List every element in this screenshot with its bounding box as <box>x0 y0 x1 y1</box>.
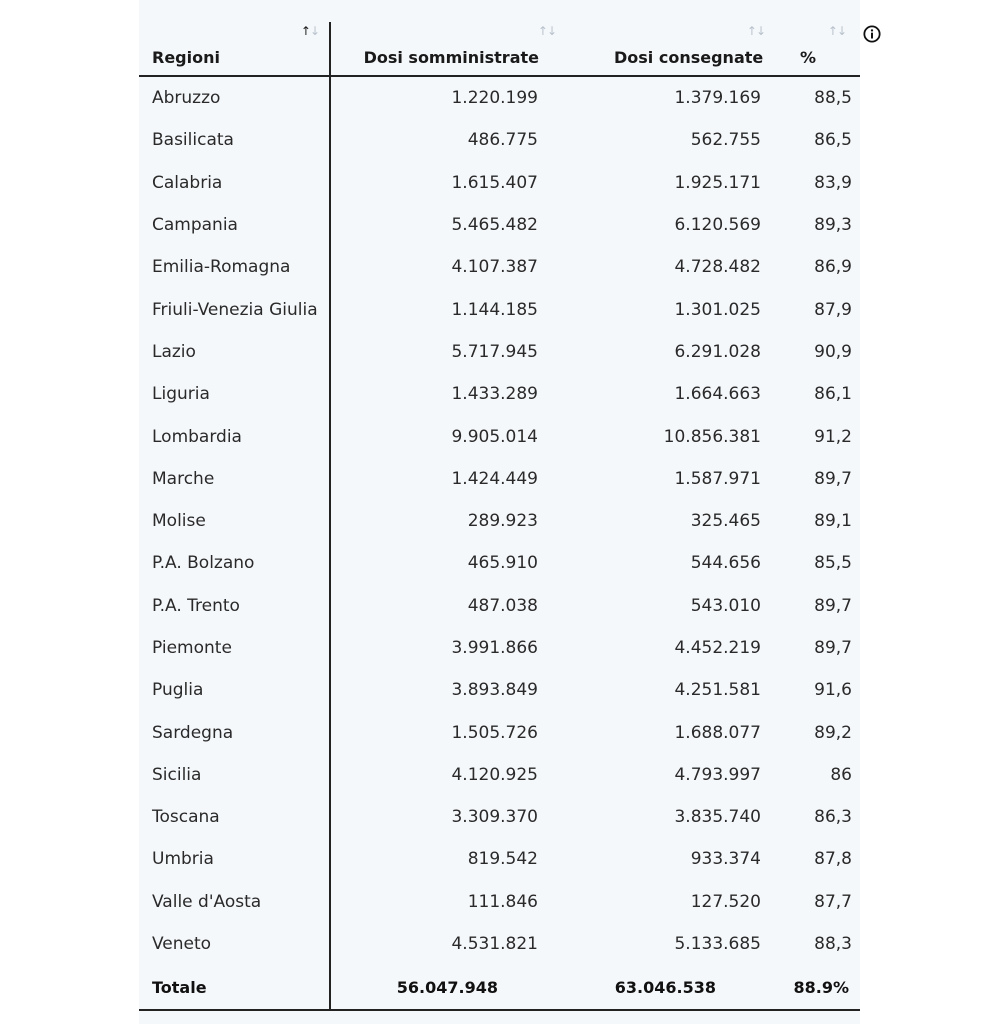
column-header-percentuale[interactable] <box>785 22 860 76</box>
cell-percentuale: 86 <box>830 764 852 785</box>
cell-consegnate: 1.301.025 <box>674 299 761 320</box>
cell-percentuale: 90,9 <box>814 341 852 362</box>
cell-consegnate: 6.120.569 <box>674 215 761 236</box>
cell-percentuale: 91,2 <box>814 426 852 447</box>
cell-percentuale: 86,3 <box>814 807 852 828</box>
table-row <box>139 246 860 288</box>
cell-consegnate: 544.656 <box>690 553 761 574</box>
table-row <box>139 500 860 542</box>
cell-consegnate: 4.452.219 <box>674 638 761 658</box>
cell-somministrate: 819.542 <box>467 849 538 870</box>
column-header-regioni[interactable] <box>139 22 330 76</box>
cell-percentuale: 89,2 <box>814 722 852 743</box>
cell-somministrate: 1.433.289 <box>451 384 538 405</box>
table-row <box>139 204 860 246</box>
total-percentuale: 88.9% <box>785 965 860 1010</box>
table-row <box>139 373 860 415</box>
column-label: % <box>800 48 817 67</box>
table-row <box>139 119 860 161</box>
sort-arrows-icon[interactable]: ↑↓ <box>827 24 846 38</box>
cell-somministrate: 486.775 <box>467 130 538 151</box>
cell-somministrate: 5.465.482 <box>451 215 538 236</box>
cell-consegnate: 933.374 <box>690 849 761 870</box>
cell-regione: Molise <box>139 500 330 542</box>
table-row <box>139 415 860 457</box>
cell-percentuale: 83,9 <box>814 172 852 193</box>
column-header-dosi-somministrate[interactable] <box>330 22 575 76</box>
cell-percentuale: 86,1 <box>814 384 852 405</box>
table-row <box>139 542 860 584</box>
info-icon[interactable] <box>863 25 881 43</box>
cell-regione: Campania <box>139 204 330 246</box>
cell-percentuale: 89,7 <box>814 595 852 616</box>
cell-consegnate: 1.379.169 <box>674 88 761 109</box>
cell-regione: Piemonte <box>139 627 330 669</box>
cell-percentuale: 89,1 <box>814 511 852 532</box>
cell-percentuale: 89,7 <box>814 638 852 658</box>
column-header-dosi-consegnate[interactable] <box>575 22 785 76</box>
cell-consegnate: 6.291.028 <box>674 341 761 362</box>
table-row <box>139 711 860 753</box>
cell-somministrate: 1.424.449 <box>451 468 538 489</box>
vaccine-doses-table <box>139 22 860 1011</box>
cell-somministrate: 5.717.945 <box>451 341 538 362</box>
cell-regione: Calabria <box>139 162 330 204</box>
table-row <box>139 796 860 838</box>
cell-somministrate: 4.531.821 <box>451 934 538 955</box>
table-row <box>139 838 860 880</box>
cell-percentuale: 88,5 <box>814 88 852 109</box>
table-body <box>139 76 860 1010</box>
cell-regione: Emilia-Romagna <box>139 246 330 288</box>
table-row <box>139 585 860 627</box>
cell-regione: Umbria <box>139 838 330 880</box>
cell-regione: Liguria <box>139 373 330 415</box>
cell-regione: Toscana <box>139 796 330 838</box>
cell-regione: Abruzzo <box>139 76 330 119</box>
cell-consegnate: 4.728.482 <box>674 257 761 278</box>
table-row <box>139 754 860 796</box>
cell-consegnate: 1.664.663 <box>674 384 761 405</box>
cell-somministrate: 465.910 <box>467 553 538 574</box>
table-row <box>139 669 860 711</box>
cell-somministrate: 1.220.199 <box>451 88 538 109</box>
cell-regione: Sardegna <box>139 711 330 753</box>
cell-regione: P.A. Bolzano <box>139 542 330 584</box>
cell-regione: Lombardia <box>139 415 330 457</box>
cell-regione: Lazio <box>139 331 330 373</box>
cell-consegnate: 3.835.740 <box>674 807 761 828</box>
total-row <box>139 965 860 1010</box>
total-label: Totale <box>139 965 330 1010</box>
table-row <box>139 881 860 923</box>
cell-consegnate: 4.793.997 <box>674 764 761 785</box>
cell-percentuale: 86,9 <box>814 257 852 278</box>
cell-somministrate: 1.144.185 <box>451 299 538 320</box>
cell-consegnate: 4.251.581 <box>674 680 761 701</box>
table-row <box>139 331 860 373</box>
cell-somministrate: 1.505.726 <box>451 722 538 743</box>
cell-regione: Puglia <box>139 669 330 711</box>
cell-regione: Marche <box>139 458 330 500</box>
cell-regione: Friuli-Venezia Giulia <box>139 288 330 330</box>
cell-consegnate: 127.520 <box>690 891 761 912</box>
cell-regione: P.A. Trento <box>139 585 330 627</box>
cell-percentuale: 87,8 <box>814 849 852 870</box>
cell-percentuale: 91,6 <box>814 680 852 701</box>
table-row <box>139 162 860 204</box>
cell-consegnate: 5.133.685 <box>674 934 761 955</box>
sort-arrows-icon[interactable]: ↑↓ <box>537 24 556 38</box>
table-header <box>139 22 860 76</box>
cell-somministrate: 3.309.370 <box>451 807 538 828</box>
header-row <box>139 22 860 76</box>
table-row <box>139 288 860 330</box>
table-row <box>139 76 860 119</box>
table-row <box>139 923 860 965</box>
cell-percentuale: 89,3 <box>814 215 852 236</box>
cell-regione: Basilicata <box>139 119 330 161</box>
cell-somministrate: 111.846 <box>467 891 538 912</box>
cell-regione: Valle d'Aosta <box>139 881 330 923</box>
cell-somministrate: 3.991.866 <box>451 638 538 658</box>
cell-somministrate: 9.905.014 <box>451 426 538 447</box>
table-row <box>139 458 860 500</box>
column-label: Regioni <box>152 48 220 67</box>
cell-percentuale: 86,5 <box>814 130 852 151</box>
total-consegnate: 63.046.538 <box>575 965 785 1010</box>
cell-percentuale: 85,5 <box>814 553 852 574</box>
column-label: Dosi somministrate <box>363 48 539 67</box>
sort-arrows-icon[interactable]: ↑↓ <box>300 24 319 38</box>
cell-consegnate: 1.587.971 <box>674 468 761 489</box>
cell-somministrate: 1.615.407 <box>451 172 538 193</box>
cell-consegnate: 325.465 <box>690 511 761 532</box>
cell-percentuale: 87,7 <box>814 891 852 912</box>
cell-consegnate: 1.925.171 <box>674 172 761 193</box>
cell-somministrate: 4.120.925 <box>451 764 538 785</box>
cell-somministrate: 4.107.387 <box>451 257 538 278</box>
cell-percentuale: 88,3 <box>814 934 852 955</box>
cell-somministrate: 487.038 <box>467 595 538 616</box>
cell-consegnate: 10.856.381 <box>663 426 761 447</box>
cell-consegnate: 543.010 <box>690 595 761 616</box>
cell-percentuale: 87,9 <box>814 299 852 320</box>
table-row <box>139 627 860 669</box>
cell-somministrate: 289.923 <box>467 511 538 532</box>
cell-somministrate: 3.893.849 <box>451 680 538 701</box>
cell-regione: Sicilia <box>139 754 330 796</box>
sort-arrows-icon[interactable]: ↑↓ <box>746 24 765 38</box>
column-label: Dosi consegnate <box>614 48 764 67</box>
total-somministrate: 56.047.948 <box>330 965 575 1010</box>
cell-regione: Veneto <box>139 923 330 965</box>
cell-percentuale: 89,7 <box>814 468 852 489</box>
cell-consegnate: 562.755 <box>690 130 761 151</box>
cell-consegnate: 1.688.077 <box>674 722 761 743</box>
